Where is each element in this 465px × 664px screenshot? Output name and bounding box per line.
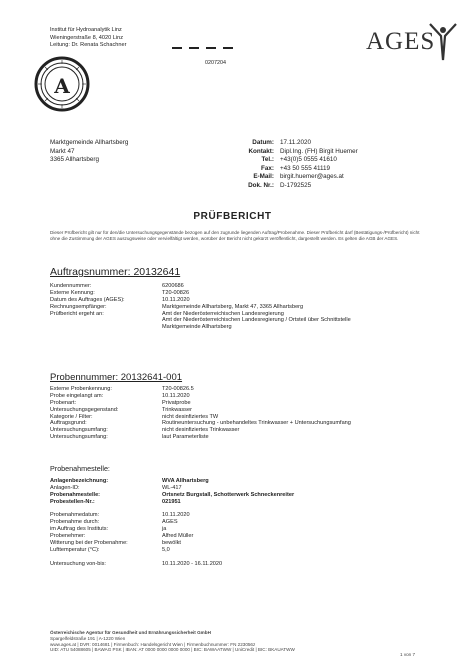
intro-paragraph: Dieser Prüfbericht gilt nur für den/die Untersuchungsgegenstände bezogen auf den zugrunde liegenden Auftrag/Probenahme. Dieser Prüfbericht darf (Bestätigungs-/Prüfbericht) nicht ohne die Zustimmung der AGES auszugsweise oder vervielfältigt werden, worüber der Bericht nicht gekürzt veröffentlicht, dargestellt werden. Es gelten die AGB der AGES. [50,230,420,242]
contact-fax: Fax: +43 50 555 41119 [261,164,331,172]
institute-line: Leitung: Dr. Renata Schachner [50,42,127,49]
document-number: 0207204 [205,60,226,66]
ages-logo [366,28,435,56]
recipient-address [50,139,128,165]
address-line: Markt 47 [50,147,75,155]
contact-phone: Tel.: +43(0)5 0555 41610 [261,156,337,164]
logo-figure-icon [428,22,458,62]
address-line: Marktgemeinde Allhartsberg [50,139,129,146]
institute-line: Institut für Hydroanalytik Linz [50,27,122,33]
barcode-marks [172,36,240,54]
page-number: 1 von 7 [400,652,416,657]
contact-person: Kontakt: Dipl.Ing. (FH) Birgit Huemer [248,147,358,155]
report-title: PRÜFBERICHT [193,211,272,222]
footer-line: UID: ATU 54088605 | BAWAG PSK | IBAN: AT 0000 0000 0000 0000 | BIC: BAWAATWW | UniCredit | BIC: BKAUATWW [50,647,295,653]
footer-line: Spargelfeldstraße 191 | A-1220 Wien [50,635,126,641]
footer [50,630,295,653]
institute-info [50,27,127,50]
order-number-heading: Auftragsnummer: 20132641 [50,266,181,278]
accreditation-seal [34,56,90,112]
seal-letter: A [54,74,70,98]
footer-line: Österreichische Agentur für Gesundheit und Ernährungssicherheit GmbH [50,630,211,635]
address-line: 3365 Allhartsberg [50,156,100,164]
logo-text: AGES [366,28,436,55]
contact-email: E-Mail: birgit.huemer@ages.at [253,173,344,181]
contact-date: Datum: 17.11.2020 [252,139,312,146]
footer-line: www.ages.at | DVR: 0014681 | Firmenbuch: Handelsgericht Wien | Firmenbuchnummer: FN 223056z [50,641,256,647]
sample-number-heading: Probennummer: 20132641-001 [50,372,183,383]
contact-doc-number: Dok. Nr.: D-1792525 [248,181,312,189]
sampling-site-heading: Probenahmestelle: [50,464,110,473]
institute-line: Wieningerstraße 8, 4020 Linz [50,34,124,41]
contact-block [214,139,358,191]
